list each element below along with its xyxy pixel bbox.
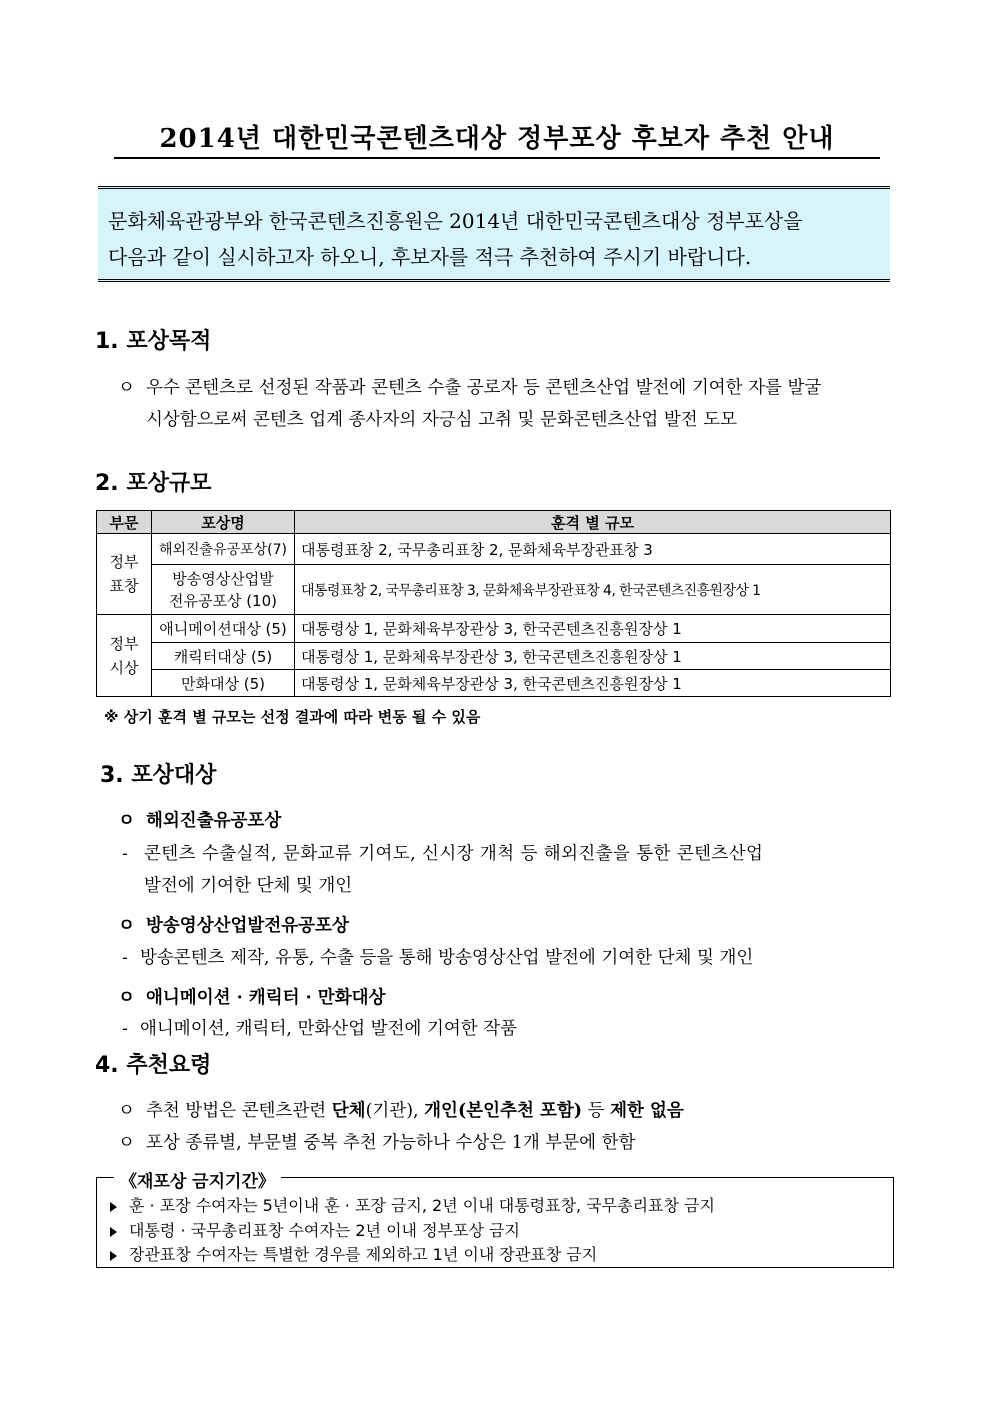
section-1-bullet: ㅇ — [118, 378, 135, 398]
award-scale-table — [96, 510, 891, 697]
table-row — [97, 565, 891, 615]
text-segment: 추천 방법은 콘텐츠관련 — [146, 1101, 332, 1121]
award-scale: 대통령표창 2, 국무총리표창 2, 문화체육부장관표창 3 — [295, 534, 891, 565]
text-bold-group: 단체 — [331, 1101, 366, 1121]
notice-line-2: 다음과 같이 실시하고자 하오니, 후보자를 적극 추천하여 주시기 바랍니다. — [108, 245, 752, 269]
award-scale: 대통령상 1, 문화체육부장관상 3, 한국콘텐츠진흥원장상 1 — [295, 670, 891, 697]
award-name: 애니메이션대상 (5) — [152, 615, 295, 643]
section-1-line-1: 우수 콘텐츠로 선정된 작품과 콘텐츠 수출 공로자 등 콘텐츠산업 발전에 기여한 자를 발굴 — [146, 378, 822, 398]
award-name: 만화대상 (5) — [152, 670, 295, 697]
section-1-heading: 1. 포상목적 — [95, 329, 212, 354]
award-scale: 대통령상 1, 문화체육부장관상 3, 한국콘텐츠진흥원장상 1 — [295, 615, 891, 643]
header-category: 부문 — [97, 511, 152, 534]
section-3-bullet-2: ㅇ — [118, 916, 135, 936]
section-3-heading: 3. 포상대상 — [100, 763, 217, 788]
ban-item — [110, 1218, 520, 1243]
ban-text: 훈 · 포장 수여자는 5년이내 훈 · 포장 금지, 2년 이내 대통령표창, 국무총리표창 금지 — [129, 1196, 715, 1215]
table-row — [97, 534, 891, 565]
header-award-name: 포상명 — [152, 511, 295, 534]
triangle-bullet-icon — [110, 1202, 117, 1212]
award-name: 해외진출유공포상(7) — [152, 534, 295, 565]
section-3-item-1-title: 해외진출유공포상 — [146, 811, 282, 831]
section-3-item-1-line-1: 콘텐츠 수출실적, 문화교류 기여도, 신시장 개척 등 해외진출을 통한 콘텐츠산업 — [144, 844, 764, 864]
ban-text: 대통령 · 국무총리표창 수여자는 2년 이내 정부포상 금지 — [129, 1221, 520, 1240]
section-4-line-1 — [146, 1096, 684, 1127]
triangle-bullet-icon — [110, 1251, 117, 1261]
ban-item — [110, 1242, 597, 1267]
ban-text: 장관표창 수여자는 특별한 경우를 제외하고 1년 이내 장관표창 금지 — [129, 1245, 598, 1264]
text-segment: 등 — [582, 1101, 611, 1121]
table-note: ※ 상기 훈격 별 규모는 선정 결과에 따라 변동 될 수 있음 — [104, 708, 481, 726]
table-row — [97, 670, 891, 697]
section-4-bullet-2: ㅇ — [118, 1133, 135, 1153]
dash-marker: - — [122, 948, 128, 968]
category-government-award: 정부 시상 — [97, 615, 152, 697]
page-title: 2014년 대한민국콘텐츠대상 정부포상 후보자 추천 안내 — [114, 118, 880, 159]
section-3-item-1-line-2: 발전에 기여한 단체 및 개인 — [144, 876, 353, 896]
section-4-heading: 4. 추천요령 — [95, 1053, 212, 1078]
section-4-line-2: 포상 종류별, 부문별 중복 추천 가능하나 수상은 1개 부문에 한함 — [146, 1133, 636, 1153]
section-3-bullet-1: ㅇ — [118, 811, 135, 831]
notice-box — [98, 186, 890, 282]
section-3-item-2-line-1: 방송콘텐츠 제작, 유통, 수출 등을 통해 방송영상산업 발전에 기여한 단체 및 개인 — [140, 948, 754, 968]
award-name: 캐릭터대상 (5) — [152, 643, 295, 670]
re-award-box-title: 《재포상 금지기간》 — [114, 1167, 281, 1192]
section-4-bullet-1: ㅇ — [118, 1101, 135, 1121]
award-scale: 대통령상 1, 문화체육부장관상 3, 한국콘텐츠진흥원장상 1 — [295, 643, 891, 670]
section-3-item-2-title: 방송영상산업발전유공포상 — [146, 916, 349, 936]
text-bold-individual: 개인(본인추천 포함) — [424, 1101, 583, 1121]
section-3-bullet-3: ㅇ — [118, 988, 135, 1008]
section-2-heading: 2. 포상규모 — [95, 471, 212, 496]
award-scale: 대통령표창 2, 국무총리표창 3, 문화체육부장관표창 4, 한국콘텐츠진흥원장상 1 — [295, 565, 891, 615]
text-segment: (기관), — [365, 1101, 425, 1121]
text-bold-no-limit: 제한 없음 — [610, 1101, 684, 1121]
table-row — [97, 615, 891, 643]
category-government-commendation: 정부 표창 — [97, 534, 152, 615]
section-3-item-3-line-1: 애니메이션, 캐릭터, 만화산업 발전에 기여한 작품 — [140, 1019, 518, 1039]
triangle-bullet-icon — [110, 1227, 117, 1237]
section-1-line-2: 시상함으로써 콘텐츠 업계 종사자의 자긍심 고취 및 문화콘텐츠산업 발전 도모 — [146, 410, 738, 430]
section-3-item-3-title: 애니메이션 · 캐릭터 · 만화대상 — [146, 988, 386, 1008]
table-header-row — [97, 511, 891, 534]
table-row — [97, 643, 891, 670]
ban-item — [110, 1193, 715, 1218]
header-scale: 훈격 별 규모 — [295, 511, 891, 534]
dash-marker: - — [122, 844, 128, 864]
notice-line-1: 문화체육관광부와 한국콘텐츠진흥원은 2014년 대한민국콘텐츠대상 정부포상을 — [108, 209, 803, 233]
dash-marker: - — [122, 1019, 128, 1039]
award-name: 방송영상산업발 전유공포상 (10) — [152, 565, 295, 615]
